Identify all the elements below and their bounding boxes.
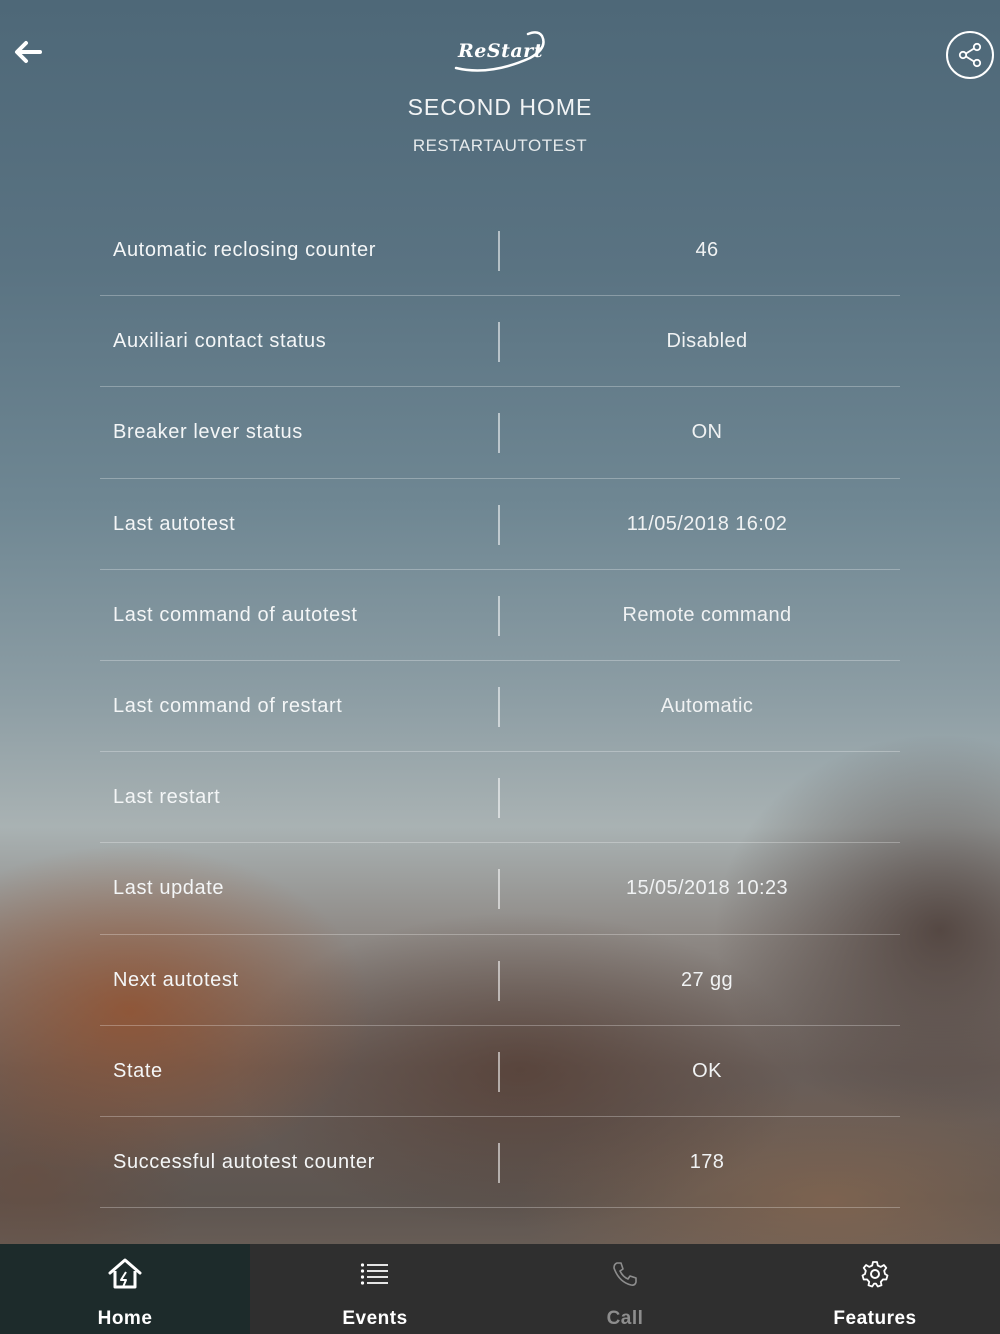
row-label: Successful autotest counter (113, 1150, 375, 1173)
row-label: Auxiliari contact status (113, 330, 327, 353)
gear-icon (855, 1254, 895, 1294)
logo-text: ReStart (458, 40, 543, 62)
row-label: Last command of restart (113, 694, 343, 717)
tab-call[interactable] (500, 1244, 750, 1334)
bottom-tab-bar (0, 1244, 1000, 1334)
row-value: Disabled (666, 330, 748, 353)
row-label: Last update (113, 877, 225, 900)
tab-events-label: Events (342, 1308, 408, 1329)
share-button[interactable] (946, 31, 994, 79)
row-label: Last autotest (113, 512, 236, 535)
row-label: Automatic reclosing counter (113, 239, 376, 261)
tab-call-label: Call (606, 1308, 644, 1329)
list-item (100, 843, 900, 934)
row-value: 15/05/2018 10:23 (625, 877, 789, 900)
status-list (100, 205, 900, 1208)
list-item (100, 296, 900, 387)
row-value: 46 (695, 239, 719, 261)
row-value: Automatic (660, 694, 754, 717)
back-button[interactable] (8, 32, 48, 72)
list-item (100, 205, 900, 296)
row-value: 11/05/2018 16:02 (626, 512, 788, 535)
row-label: Breaker lever status (113, 421, 303, 444)
list-item (100, 479, 900, 570)
row-label: State (113, 1059, 163, 1082)
page-subtitle: RESTARTAUTOTEST (412, 136, 588, 155)
row-label: Last restart (113, 786, 221, 809)
row-value (500, 752, 914, 843)
row-label: Next autotest (113, 968, 239, 991)
page-title: SECOND HOME (407, 94, 593, 120)
row-label: Last command of autotest (113, 603, 358, 626)
row-value: 27 gg (680, 968, 734, 991)
list-item (100, 570, 900, 661)
tab-features-label: Features (833, 1308, 917, 1329)
back-arrow-icon (8, 32, 48, 72)
list-item (100, 1117, 900, 1208)
tab-features[interactable] (750, 1244, 1000, 1334)
restart-logo (450, 28, 550, 76)
list-item (100, 752, 900, 843)
row-value: 178 (689, 1150, 725, 1173)
row-value: ON (691, 421, 723, 444)
tab-home-label: Home (97, 1308, 153, 1329)
list-item (100, 661, 900, 752)
list-item (100, 935, 900, 1026)
list-item (100, 1026, 900, 1117)
tab-home[interactable] (0, 1244, 250, 1334)
list-item (100, 387, 900, 478)
phone-icon (605, 1254, 645, 1294)
row-value: OK (692, 1059, 722, 1082)
row-value: Remote command (622, 603, 792, 626)
home-icon (105, 1254, 145, 1294)
share-icon (956, 41, 984, 69)
tab-events[interactable] (250, 1244, 500, 1334)
header (0, 0, 1000, 180)
list-icon (355, 1254, 395, 1294)
